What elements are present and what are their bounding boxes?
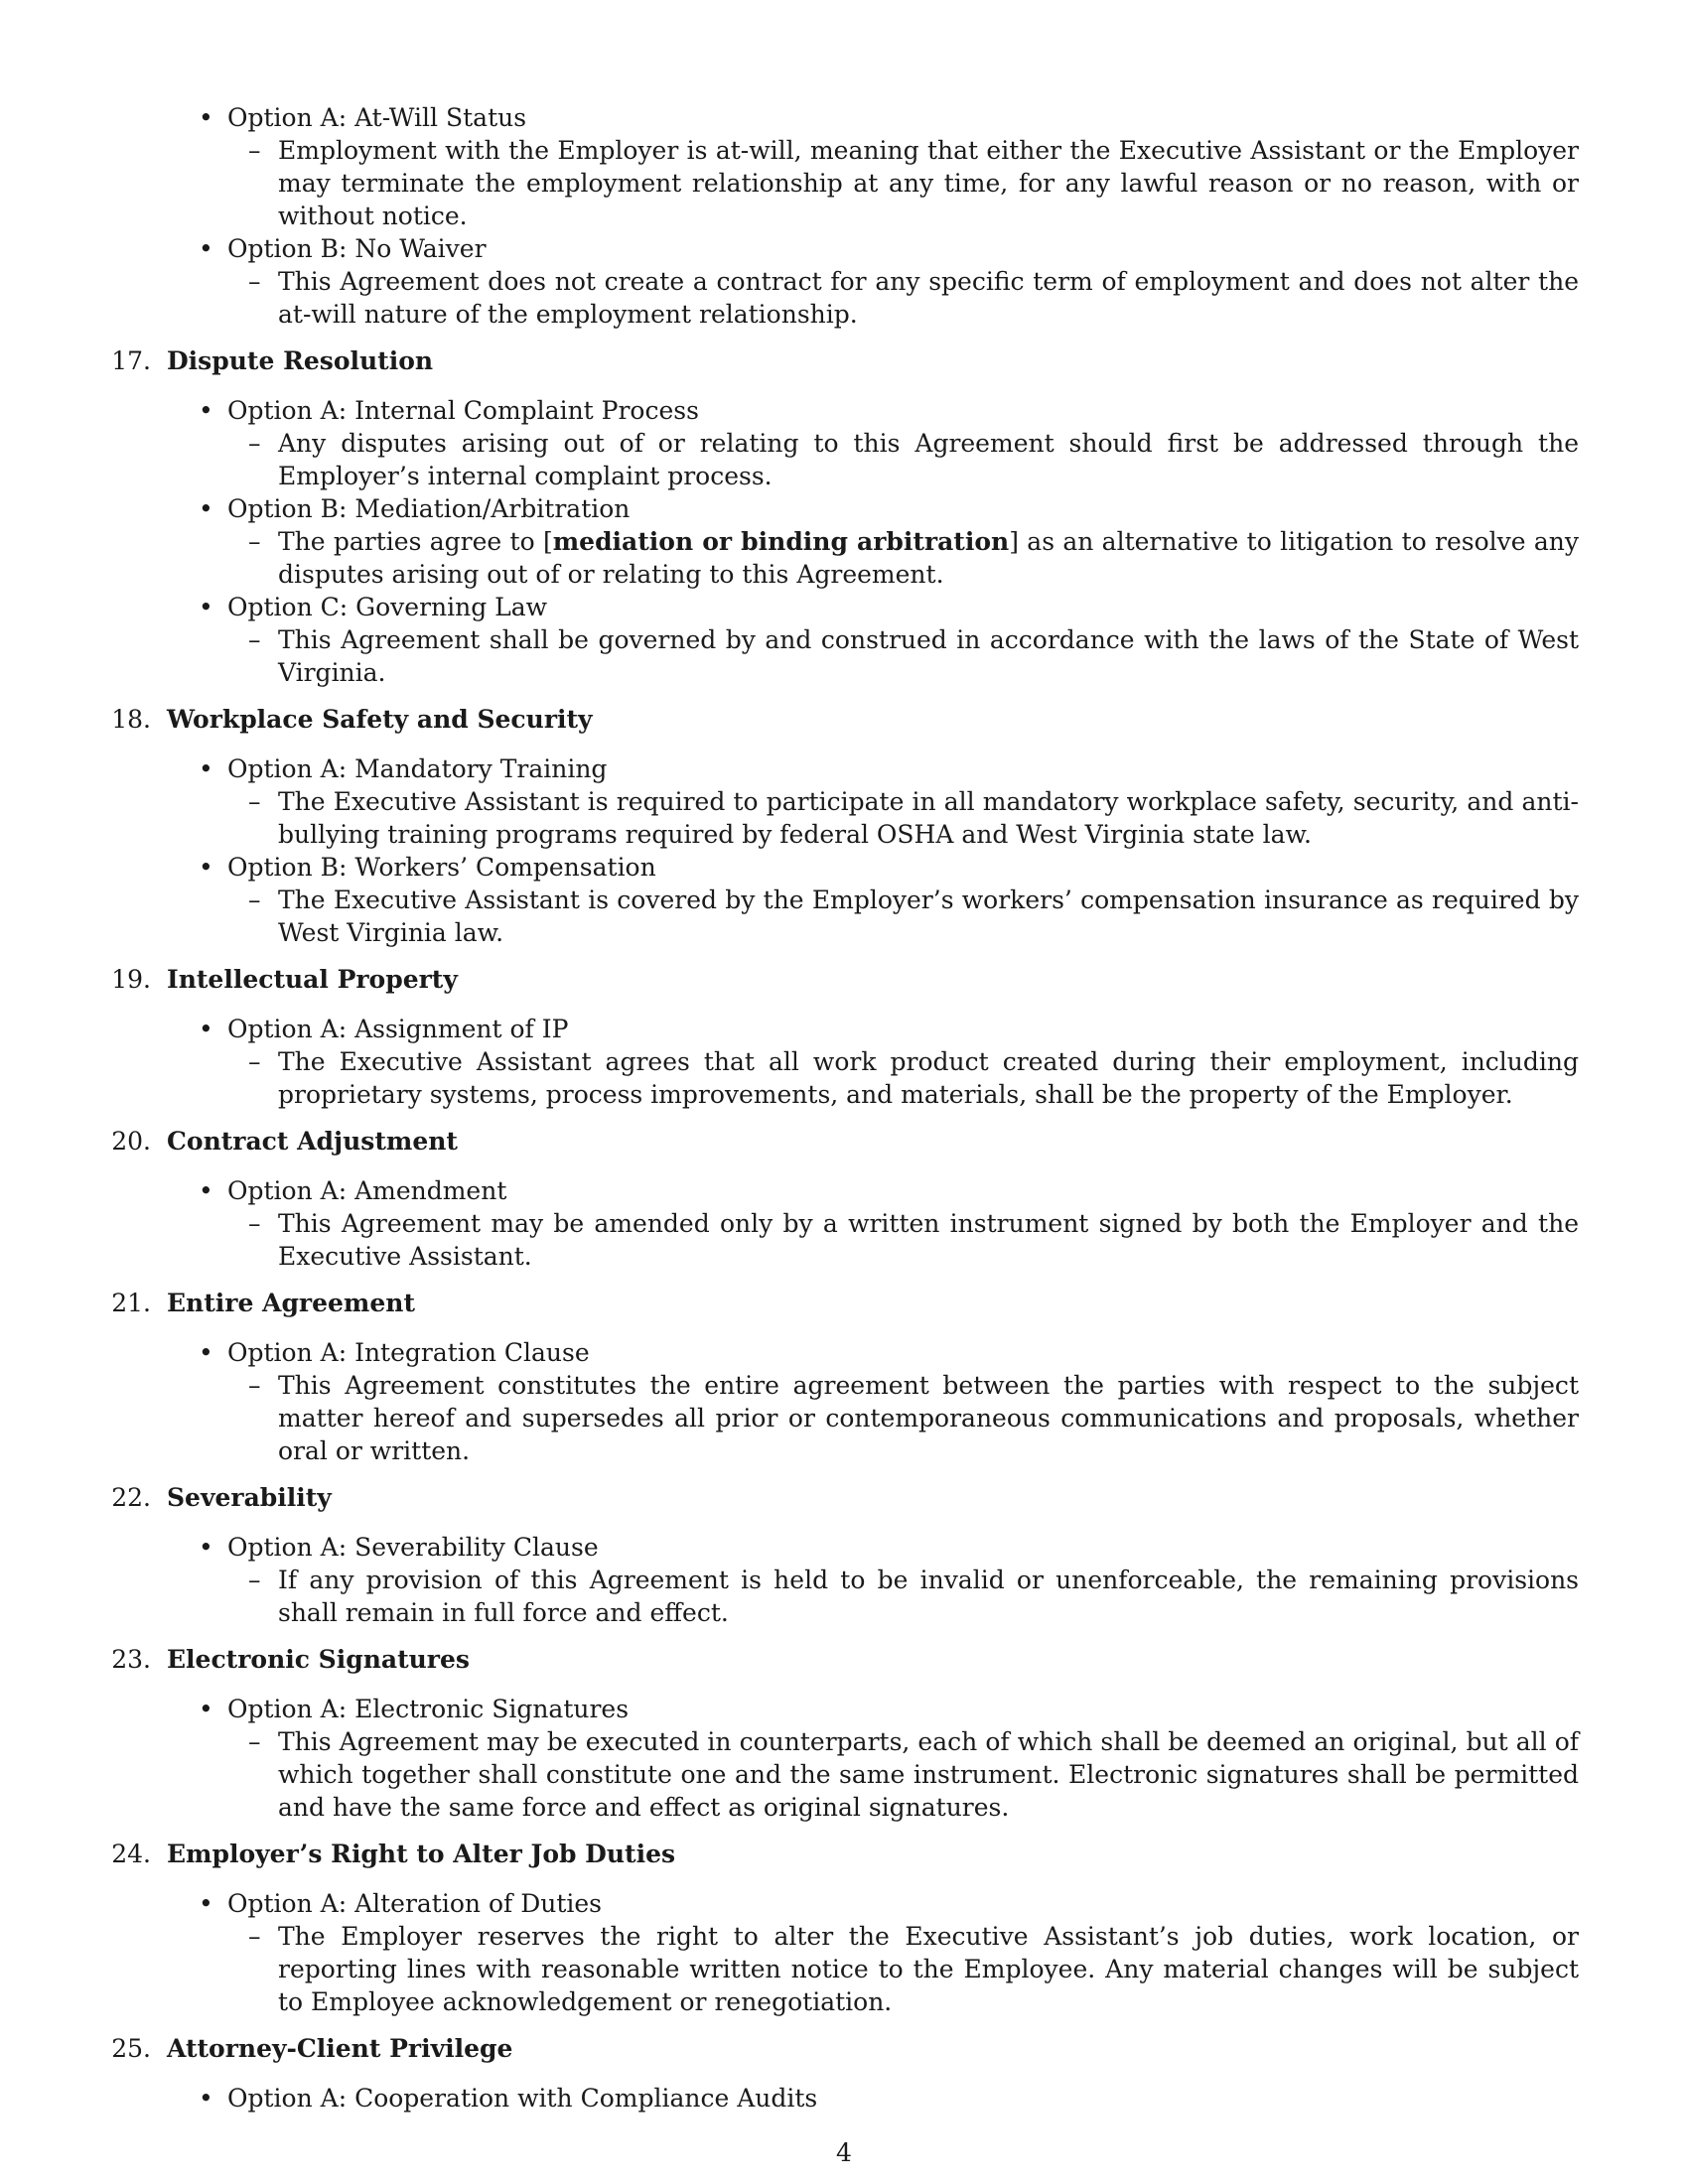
section-title-text: Employer’s Right to Alter Job Duties <box>167 1840 676 1868</box>
section-dispute-resolution <box>0 344 1688 689</box>
section-number: 24. <box>111 1840 151 1868</box>
option-detail: – Employment with the Employer is at-will, meaning that either the Executive Assistant or the Employer may terminate the employment relationship at any time, for any lawful reason or no reason, with or without notice. <box>248 136 1579 230</box>
section-intellectual-property <box>0 963 1688 1111</box>
section-number: 18. <box>111 705 151 734</box>
option-detail: – The Executive Assistant agrees that all work product created during their employment, including proprietary systems, process improvements, and materials, shall be the property of the Employer. <box>248 1047 1579 1109</box>
section-title-text: Severability <box>167 1483 332 1512</box>
option-detail: – Any disputes arising out of or relating to this Agreement should first be addressed through the Employer’s internal complaint process. <box>248 429 1579 490</box>
section-title <box>0 1643 1688 1676</box>
option-detail-text: This Agreement shall be governed by and construed in accordance with the laws of the State of West Virginia. <box>278 625 1579 687</box>
section-contract-adjustment <box>0 1125 1688 1273</box>
section-title <box>0 1287 1688 1319</box>
option-item: • Option A: At-Will Status <box>0 101 1688 134</box>
option-detail: – The Executive Assistant is covered by the Employer’s workers’ compensation insurance as required by West Virginia law. <box>248 886 1579 947</box>
option-detail-text: This Agreement constitutes the entire agreement between the parties with respect to the subject matter hereof and supersedes all prior or contemporaneous communications and proposals, whether oral or written. <box>278 1371 1579 1465</box>
section-title <box>0 1125 1688 1158</box>
section-title-text: Intellectual Property <box>167 965 458 994</box>
section-number: 22. <box>111 1483 151 1512</box>
section-electronic-signatures <box>0 1643 1688 1824</box>
section-title-text: Contract Adjustment <box>167 1127 458 1156</box>
option-item: • Option A: Electronic Signatures <box>0 1693 1688 1725</box>
option-detail: – The parties agree to [mediation or binding arbitration] as an alternative to litigation to resolve any disputes arising out of or relating to this Agreement. <box>248 527 1579 589</box>
option-detail-pre: The parties agree to [ <box>278 527 553 556</box>
option-item: • Option A: Alteration of Duties <box>0 1887 1688 1920</box>
intro-options <box>0 101 1688 331</box>
option-detail-post: ] as an alternative to litigation to resolve any disputes arising out of or relating to this Agreement. <box>278 527 1579 589</box>
section-number: 25. <box>111 2034 151 2063</box>
option-detail-text: This Agreement may be amended only by a written instrument signed by both the Employer and the Executive Assistant. <box>278 1209 1579 1271</box>
option-detail: – If any provision of this Agreement is held to be invalid or unenforceable, the remaining provisions shall remain in full force and effect. <box>248 1566 1579 1627</box>
option-detail-text: The Executive Assistant is required to participate in all mandatory workplace safety, security, and anti-bullying training programs required by federal OSHA and West Virginia state law. <box>278 787 1579 849</box>
option-item: • Option A: Integration Clause <box>0 1336 1688 1369</box>
section-attorney-client-privilege <box>0 2032 1688 2115</box>
option-detail-text: If any provision of this Agreement is held to be invalid or unenforceable, the remaining provisions shall remain in full force and effect. <box>278 1566 1579 1627</box>
option-detail: – This Agreement shall be governed by and construed in accordance with the laws of the State of West Virginia. <box>248 625 1579 687</box>
option-item: • Option B: Workers’ Compensation <box>0 851 1688 884</box>
option-detail-text: The Executive Assistant agrees that all work product created during their employment, including proprietary systems, process improvements, and materials, shall be the property of the Employer. <box>278 1047 1579 1109</box>
option-item: • Option B: Mediation/Arbitration <box>0 492 1688 525</box>
option-detail-text: This Agreement does not create a contract for any specific term of employment and does not alter the at-will nature of the employment relationship. <box>278 267 1579 329</box>
section-number: 20. <box>111 1127 151 1156</box>
section-title <box>0 963 1688 996</box>
section-title-text: Attorney-Client Privilege <box>167 2034 513 2063</box>
section-title <box>0 344 1688 377</box>
option-detail: – This Agreement constitutes the entire agreement between the parties with respect to the subject matter hereof and supersedes all prior or contemporaneous communications and proposals, whether oral or written. <box>248 1371 1579 1465</box>
section-title-text: Dispute Resolution <box>167 346 434 375</box>
option-detail-text: This Agreement may be executed in counterparts, each of which shall be deemed an original, but all of which together shall constitute one and the same instrument. Electronic signatures shall be permitted and have the same force and effect as original signatures. <box>278 1727 1579 1822</box>
option-item: • Option A: Internal Complaint Process <box>0 394 1688 427</box>
option-item: • Option A: Amendment <box>0 1174 1688 1207</box>
option-detail-text: Any disputes arising out of or relating to this Agreement should first be addressed through the Employer’s internal complaint process. <box>278 429 1579 490</box>
option-detail-bold: mediation or binding arbitration <box>552 527 1010 556</box>
document-body <box>0 101 1688 2115</box>
option-detail-text: Employment with the Employer is at-will, meaning that either the Executive Assistant or the Employer may terminate the employment relationship at any time, for any lawful reason or no reason, with or without notice. <box>278 136 1579 230</box>
option-item: • Option A: Mandatory Training <box>0 752 1688 785</box>
section-number: 19. <box>111 965 151 994</box>
section-title <box>0 1838 1688 1870</box>
option-item: • Option C: Governing Law <box>0 591 1688 623</box>
option-detail: – This Agreement may be amended only by a written instrument signed by both the Employer and the Executive Assistant. <box>248 1209 1579 1271</box>
option-detail: – This Agreement does not create a contract for any specific term of employment and does not alter the at-will nature of the employment relationship. <box>248 267 1579 329</box>
page-number: 4 <box>836 2138 852 2167</box>
option-detail-text: The Employer reserves the right to alter the Executive Assistant’s job duties, work location, or reporting lines with reasonable written notice to the Employee. Any material changes will be subject to Employee acknowledgement or renegotiation. <box>278 1922 1579 2016</box>
option-detail: – This Agreement may be executed in counterparts, each of which shall be deemed an original, but all of which together shall constitute one and the same instrument. Electronic signatures shall be permitted and have the same force and effect as original signatures. <box>248 1727 1579 1822</box>
section-title <box>0 2032 1688 2065</box>
section-title <box>0 703 1688 736</box>
section-title-text: Entire Agreement <box>167 1289 415 1317</box>
section-number: 21. <box>111 1289 151 1317</box>
section-workplace-safety <box>0 703 1688 949</box>
section-title-text: Workplace Safety and Security <box>167 705 593 734</box>
option-detail: – The Executive Assistant is required to participate in all mandatory workplace safety, security, and anti-bullying training programs required by federal OSHA and West Virginia state law. <box>248 787 1579 849</box>
option-item: • Option B: No Waiver <box>0 232 1688 265</box>
option-item: • Option A: Cooperation with Compliance Audits <box>0 2082 1688 2115</box>
section-entire-agreement <box>0 1287 1688 1467</box>
section-title <box>0 1481 1688 1514</box>
section-severability <box>0 1481 1688 1629</box>
section-number: 23. <box>111 1645 151 1674</box>
option-item: • Option A: Severability Clause <box>0 1531 1688 1564</box>
option-item: • Option A: Assignment of IP <box>0 1013 1688 1045</box>
section-number: 17. <box>111 346 151 375</box>
section-alter-job-duties <box>0 1838 1688 2018</box>
option-detail: – The Employer reserves the right to alter the Executive Assistant’s job duties, work location, or reporting lines with reasonable written notice to the Employee. Any material changes will be subject to Employee acknowledgement or renegotiation. <box>248 1922 1579 2016</box>
section-title-text: Electronic Signatures <box>167 1645 470 1674</box>
option-detail-text: The Executive Assistant is covered by the Employer’s workers’ compensation insurance as required by West Virginia law. <box>278 886 1579 947</box>
